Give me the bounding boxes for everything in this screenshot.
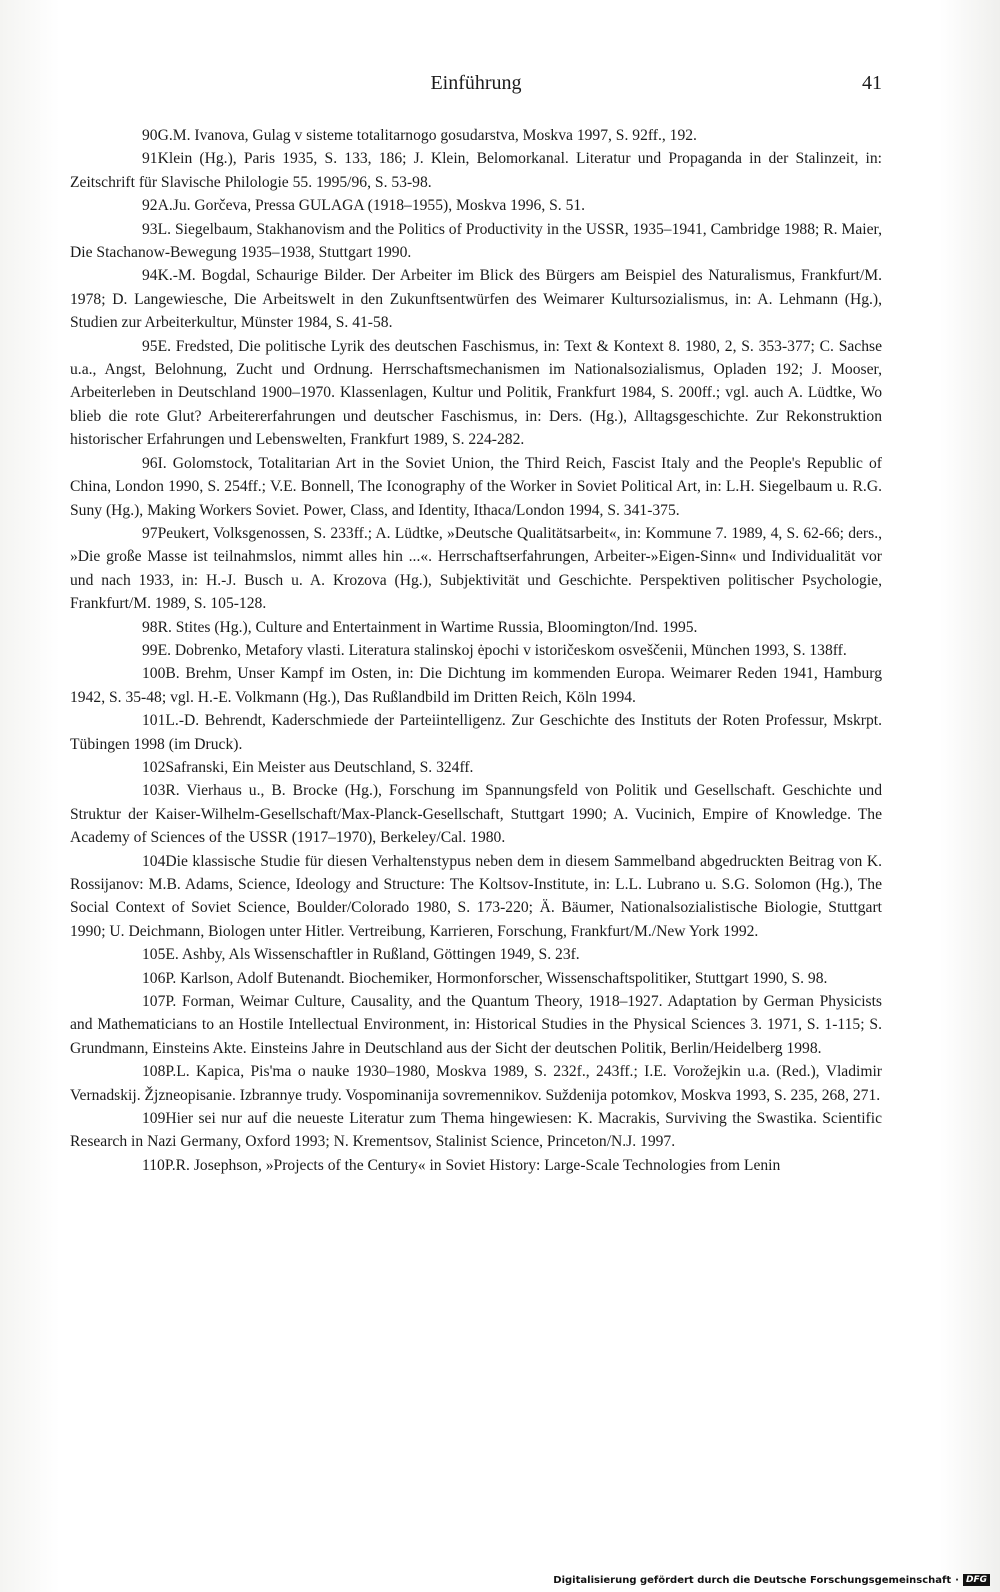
footnote-number: 93 bbox=[142, 220, 158, 238]
footnote bbox=[70, 1060, 882, 1107]
footnote-text: R. Vierhaus u., B. Brocke (Hg.), Forschung im Spannungsfeld von Politik und Gesellschaft. Geschichte und Struktur der Kaiser-Wilhelm-Gesellschaft/Max-Planck-Gesellschaft, Stuttgart 1990; A. Vucinich, Empire of Knowledge. The Academy of Sciences of the USSR (1917–1970), Berkeley/Cal. 1980. bbox=[70, 782, 882, 847]
footnote bbox=[70, 756, 882, 779]
footnote-number: 96 bbox=[142, 454, 158, 472]
footnote-number: 91 bbox=[142, 150, 158, 168]
footnote-text: P.R. Josephson, »Projects of the Century« in Soviet History: Large-Scale Technologies from Lenin bbox=[164, 1156, 781, 1174]
footnote-text: Peukert, Volksgenossen, S. 233ff.; A. Lüdtke, »Deutsche Qualitätsarbeit«, in: Kommune 7. 1989, 4, S. 62-66; ders., »Die große Masse ist teilnahmslos, nimmt alles hin ...«. Herrschaftserfahrungen, Arbeiter-»Eigen-Sinn« und Individualität vor und nach 1933, in: H.-J. Busch u. A. Krozova (Hg.), Subjektivität und Geschichte. Perspektiven politischer Psychologie, Frankfurt/M. 1989, S. 105-128. bbox=[70, 524, 882, 613]
footnote bbox=[70, 522, 882, 616]
footnote-number: 98 bbox=[142, 618, 158, 636]
footnote-number: 102 bbox=[142, 758, 166, 776]
footnote-number: 106 bbox=[142, 969, 166, 987]
footnote-number: 92 bbox=[142, 197, 158, 215]
footnote bbox=[70, 990, 882, 1060]
footnote-text: E. Ashby, Als Wissenschaftler in Rußland, Göttingen 1949, S. 23f. bbox=[165, 946, 580, 964]
footnote-text: P.L. Kapica, Pis'ma o nauke 1930–1980, Moskva 1989, S. 232f., 243ff.; I.E. Vorožejkin u.a. (Red.), Vladimir Vernadskij. Žjzneopisanie. Izbrannye trudy. Vospominanija sovremennikov. Suždenija potomkov, Moskva 1993, S. 235, 268, 271. bbox=[70, 1063, 882, 1104]
footnote-text: K.-M. Bogdal, Schaurige Bilder. Der Arbeiter im Blick des Bürgers am Beispiel des Naturalismus, Frankfurt/M. 1978; D. Langewiesche, Die Arbeitswelt in den Zukunftsentwürfen des Weimarer Kultursozialismus, in: A. Lehmann (Hg.), Studien zur Arbeiterkultur, Münster 1984, S. 41-58. bbox=[70, 267, 882, 332]
footnote-text: G.M. Ivanova, Gulag v sisteme totalitarnogo gosudarstva, Moskva 1997, S. 92ff., 192. bbox=[157, 127, 697, 144]
footnote bbox=[70, 335, 882, 452]
footnote-text: Klein (Hg.), Paris 1935, S. 133, 186; J. Klein, Belomorkanal. Literatur und Propaganda in der Stalinzeit, in: Zeitschrift für Slavische Philologie 55. 1995/96, S. 53-98. bbox=[70, 150, 882, 191]
running-title: Einführung bbox=[430, 72, 522, 94]
footnote bbox=[70, 194, 882, 217]
footnote-text: L. Siegelbaum, Stakhanovism and the Politics of Productivity in the USSR, 1935–1941, Cambridge 1988; R. Maier, Die Stachanow-Bewegung 1935–1938, Stuttgart 1990. bbox=[70, 220, 882, 262]
footnote bbox=[70, 779, 882, 849]
footnote bbox=[70, 616, 882, 639]
page-number: 41 bbox=[862, 72, 882, 94]
footnote-number: 109 bbox=[142, 1110, 166, 1128]
footnote-text: B. Brehm, Unser Kampf im Osten, in: Die Dichtung im kommenden Europa. Weimarer Reden 1941, Hamburg 1942, S. 35-48; vgl. H.-E. Volkmann (Hg.), Das Rußlandbild im Dritten Reich, Köln 1994. bbox=[70, 665, 882, 706]
footnote-number: 97 bbox=[142, 524, 158, 542]
footnote bbox=[70, 850, 882, 944]
footnote bbox=[70, 639, 882, 662]
footnote-number: 90 bbox=[142, 127, 158, 144]
footnote bbox=[70, 967, 882, 990]
credit-text: Digitalisierung gefördert durch die Deutsche Forschungsgemeinschaft bbox=[553, 1574, 952, 1586]
footnote-text: P. Karlson, Adolf Butenandt. Biochemiker, Hormonforscher, Wissenschaftspolitiker, Stuttgart 1990, S. 98. bbox=[165, 969, 828, 987]
page-header bbox=[70, 68, 882, 100]
footnote-text: I. Golomstock, Totalitarian Art in the Soviet Union, the Third Reich, Fascist Italy and the People's Republic of China, London 1990, S. 254ff.; V.E. Bonnell, The Iconography of the Worker in Soviet Political Art, in: L.H. Siegelbaum u. R.G. Suny (Hg.), Making Workers Soviet. Power, Class, and Identity, Ithaca/London 1994, S. 341-375. bbox=[70, 454, 882, 519]
footnote bbox=[70, 124, 882, 147]
footnote bbox=[70, 218, 882, 265]
digitization-credit: Digitalisierung gefördert durch die Deutsche Forschungsgemeinschaft · DFG bbox=[553, 1574, 990, 1586]
footnote-text: E. Dobrenko, Metafory vlasti. Literatura stalinskoj ėpochi v istoričeskom osveščenii, München 1993, S. 138ff. bbox=[157, 641, 847, 659]
footnotes-list bbox=[70, 124, 882, 1177]
footnote-text: A.Ju. Gorčeva, Pressa GULAGA (1918–1955), Moskva 1996, S. 51. bbox=[157, 197, 586, 215]
footnote-number: 108 bbox=[142, 1063, 166, 1081]
footnote-number: 103 bbox=[142, 782, 166, 800]
footnote bbox=[70, 943, 882, 966]
footnote-text: L.-D. Behrendt, Kaderschmiede der Parteiintelligenz. Zur Geschichte des Instituts der Roten Professur, Mskrpt. Tübingen 1998 (im Druck). bbox=[70, 712, 882, 753]
footnote-number: 110 bbox=[142, 1156, 165, 1174]
footnote-text: P. Forman, Weimar Culture, Causality, and the Quantum Theory, 1918–1927. Adaptation by German Physicists and Mathematicians to an Hostile Intellectual Environment, in: Historical Studies in the Physical Sciences 3. 1971, S. 1-115; S. Grundmann, Einsteins Akte. Einsteins Jahre in Deutschland aus der Sicht der deutschen Politik, Berlin/Heidelberg 1998. bbox=[70, 993, 882, 1057]
footnote-number: 94 bbox=[142, 267, 158, 285]
footnote-number: 99 bbox=[142, 641, 158, 659]
footnote bbox=[70, 147, 882, 194]
footnote-number: 95 bbox=[142, 337, 158, 355]
footnote-text: E. Fredsted, Die politische Lyrik des deutschen Faschismus, in: Text & Kontext 8. 1980, 2, S. 353-377; C. Sachse u.a., Angst, Belohnung, Zucht und Ordnung. Herrschaftsmechanismen im Nationalsozialismus, Opladen 192; J. Mooser, Arbeiterleben in Deutschland 1900–1970. Klassenlagen, Kultur und Politik, Frankfurt 1984, S. 200ff.; vgl. auch A. Lüdtke, Wo blieb die rote Glut? Arbeitererfahrungen und deutscher Faschismus, in: Ders. (Hg.), Alltagsgeschichte. Zur Rekonstruktion historischer Erfahrungen und Lebenswelten, Frankfurt 1989, S. 224-282. bbox=[70, 337, 882, 449]
footnote bbox=[70, 452, 882, 522]
footnote-number: 104 bbox=[142, 852, 166, 870]
footnote-text: R. Stites (Hg.), Culture and Entertainment in Wartime Russia, Bloomington/Ind. 1995. bbox=[157, 618, 698, 636]
footnote bbox=[70, 662, 882, 709]
footnote-text: Die klassische Studie für diesen Verhaltenstypus neben dem in diesem Sammelband abgedruckten Beitrag von K. Rossijanov: M.B. Adams, Science, Ideology and Structure: The Koltsov-Institute, in: L.L. Lubrano u. S.G. Solomon (Hg.), The Social Context of Soviet Science, Boulder/Colorado 1980, S. 173-220; Ä. Bäumer, Nationalsozialistische Biologie, Stuttgart 1990; U. Deichmann, Biologen unter Hitler. Vertreibung, Karrieren, Forschung, Frankfurt/M./New York 1992. bbox=[70, 852, 882, 940]
footnote-number: 107 bbox=[142, 993, 166, 1011]
footnote-number: 101 bbox=[142, 712, 166, 730]
footnote bbox=[70, 1107, 882, 1154]
footnote bbox=[70, 1154, 882, 1177]
footnote-number: 100 bbox=[142, 665, 166, 683]
footnote bbox=[70, 264, 882, 334]
footnote-text: Hier sei nur auf die neueste Literatur zum Thema hingewiesen: K. Macrakis, Surviving the Swastika. Scientific Research in Nazi Germany, Oxford 1993; N. Krementsov, Stalinist Science, Princeton/N.J. 1997. bbox=[70, 1110, 882, 1151]
footnote-text: Safranski, Ein Meister aus Deutschland, S. 324ff. bbox=[165, 758, 474, 776]
footnote-number: 105 bbox=[142, 946, 166, 964]
dfg-logo: DFG bbox=[963, 1574, 990, 1586]
footnote bbox=[70, 709, 882, 756]
